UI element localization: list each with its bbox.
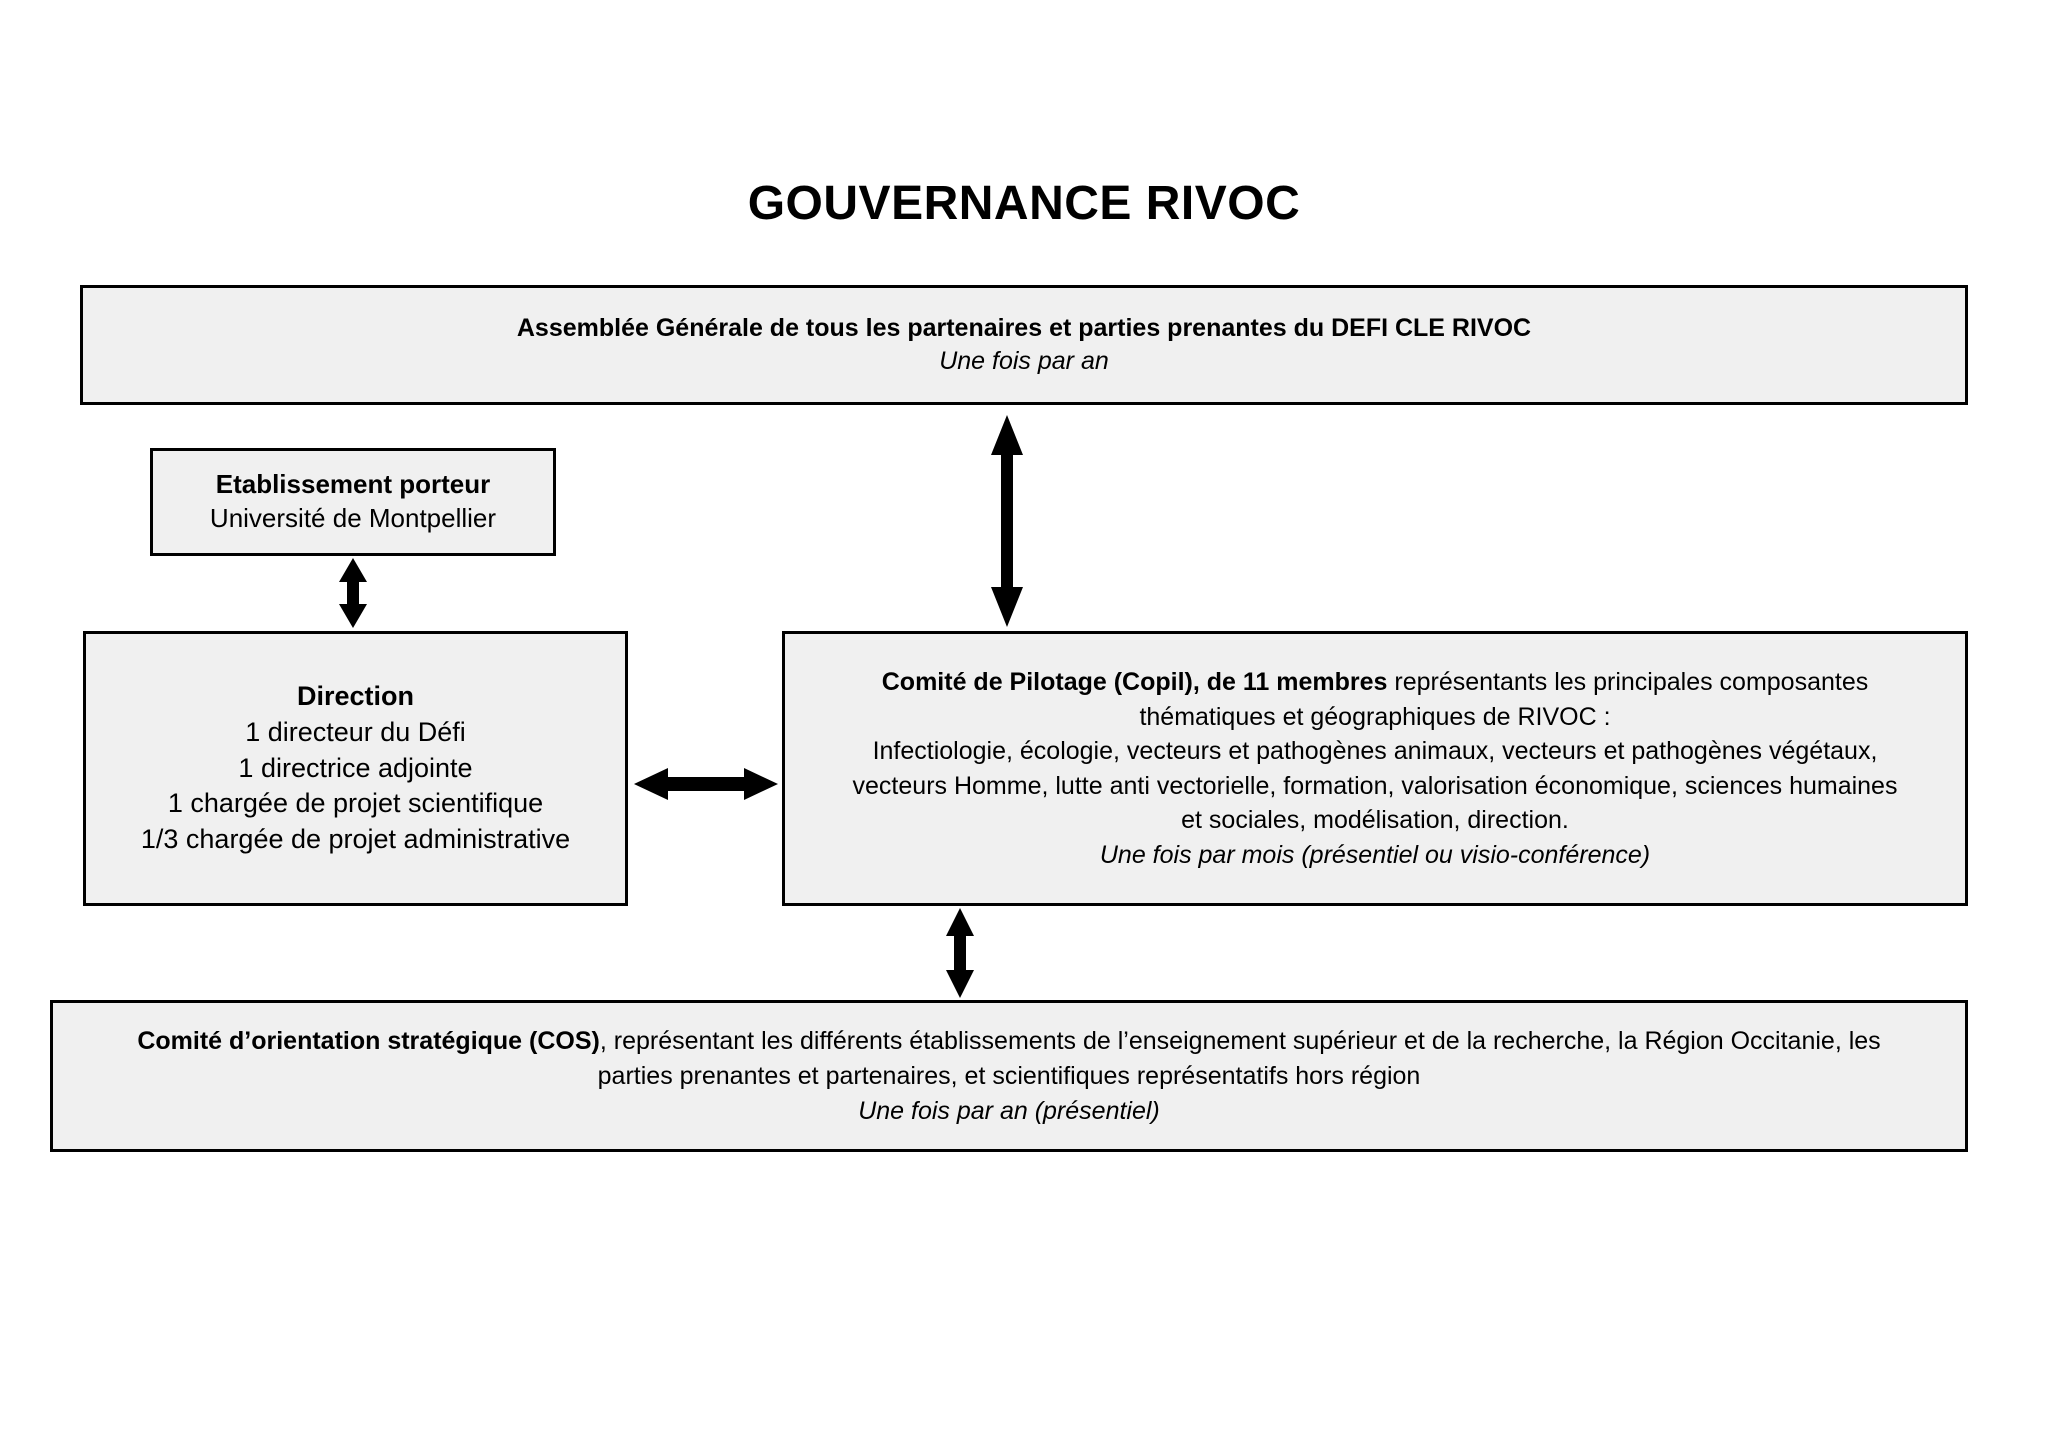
etablissement-name: Université de Montpellier (209, 503, 497, 533)
box-etablissement-porteur (150, 448, 556, 556)
copil-frequency: Une fois par mois (présentiel ou visio-conférence) (1099, 840, 1651, 869)
arrow-copil-cos (938, 908, 982, 998)
arrow-assemblee-copil (985, 415, 1029, 627)
copil-lead-bold: Comité de Pilotage (Copil), de 11 membres (881, 668, 1388, 696)
cos-frequency: Une fois par an (présentiel) (858, 1096, 1160, 1125)
copil-line-5: et sociales, modélisation, direction. (1181, 806, 1569, 834)
copil-line-4: vecteurs Homme, lutte anti vectorielle, formation, valorisation économique, sciences humaines (852, 771, 1898, 800)
box-assemblee-generale (80, 285, 1968, 405)
copil-line-3: Infectiologie, écologie, vecteurs et pathogènes animaux, vecteurs et pathogènes végétaux, (872, 737, 1878, 765)
copil-line-2: thématiques et géographiques de RIVOC : (1139, 702, 1611, 731)
box-comite-orientation-strategique (50, 1000, 1968, 1152)
copil-lead-line (803, 665, 1947, 700)
box-direction (83, 631, 628, 906)
direction-role: 1 directeur du Défi (245, 716, 466, 747)
direction-role: 1/3 chargée de projet administrative (140, 824, 571, 855)
etablissement-heading: Etablissement porteur (215, 469, 491, 500)
cos-lead-rest: , représentant les différents établissements de l’enseignement supérieur et de la recherche, la Région Occitanie, les (599, 1026, 1881, 1055)
copil-lead-rest: représentants les principales composantes (1387, 668, 1869, 696)
assemblee-frequency: Une fois par an (939, 347, 1109, 375)
page-title: GOUVERNANCE RIVOC (747, 177, 1301, 230)
assemblee-heading: Assemblée Générale de tous les partenaires et parties prenantes du DEFI CLE RIVOC (516, 313, 1532, 342)
direction-heading: Direction (296, 680, 415, 711)
arrow-direction-copil (634, 762, 778, 806)
box-comite-de-pilotage (782, 631, 1968, 906)
cos-line-2: parties prenantes et partenaires, et scientifiques représentatifs hors région (597, 1061, 1421, 1090)
arrow-etablissement-direction (331, 558, 375, 628)
direction-role: 1 chargée de projet scientifique (167, 788, 544, 819)
direction-role: 1 directrice adjointe (238, 752, 473, 783)
cos-lead-line (73, 1024, 1945, 1059)
cos-lead-bold: Comité d’orientation stratégique (COS) (137, 1026, 600, 1055)
